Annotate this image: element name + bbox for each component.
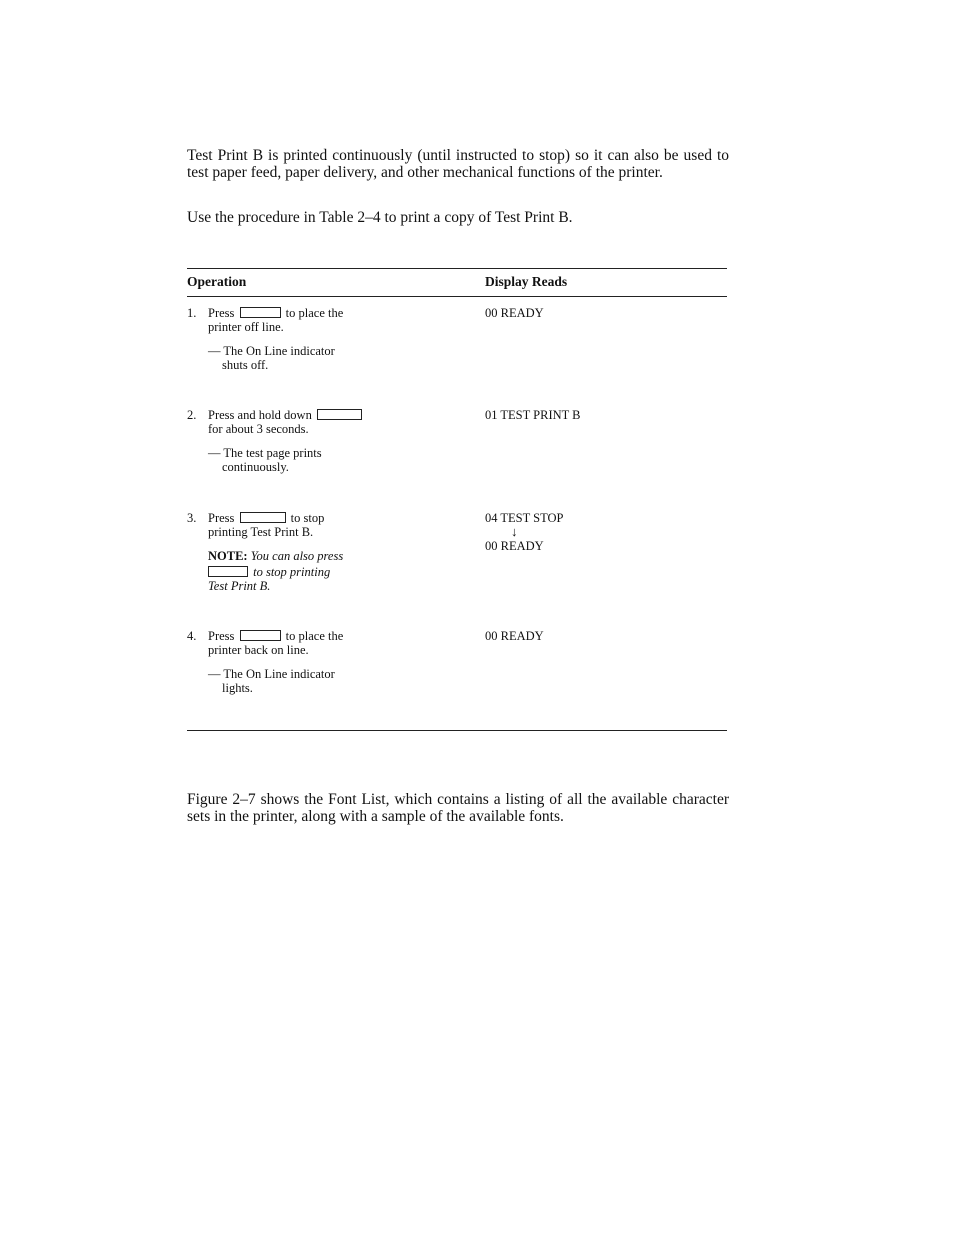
step-text: Press [208,629,235,643]
display-reads-step-4: 00 READY [485,629,544,643]
step-result: continuously. [222,460,289,474]
step-number: 3. [187,511,197,525]
step-text: printing Test Print B. [208,525,314,539]
online-key-icon [240,630,281,641]
test-key-icon [317,409,362,420]
step-text: Press [208,306,235,320]
step-result: shuts off. [222,358,269,372]
down-arrow-icon: ↓ [511,524,518,539]
display-reads-step-3-ready: 00 READY [485,539,544,553]
note-text: Test Print B. [208,579,271,593]
step-result: lights. [222,681,253,695]
outro-paragraph-font-list: Figure 2–7 shows the Font List, which contains a listing of all the available character sets in the printer, along with a sample of the available fonts. [187,791,729,825]
step-text: to place the [285,306,344,320]
display-reads-step-3-stop: 04 TEST STOP [485,511,564,525]
step-text: printer off line. [208,320,284,334]
intro-paragraph-procedure: Use the procedure in Table 2–4 to print a copy of Test Print B. [187,209,573,226]
step-text: printer back on line. [208,643,309,657]
step-note [187,549,468,563]
table-top-rule [187,268,727,269]
online-key-icon [240,307,281,318]
column-header-operation: Operation [187,274,247,289]
intro-paragraph-test-print-b: Test Print B is printed continuously (until instructed to stop) so it can also be used to test paper feed, paper delivery, and other mechanical functions of the printer. [187,147,729,181]
table-bottom-rule [187,730,727,731]
step-text: to stop [290,511,325,525]
step-text: Press [208,511,235,525]
step-text: Press and hold down [208,408,312,422]
step-result: — The On Line indicator [208,344,335,358]
note-text: You can also press [250,549,344,563]
step-text: for about 3 seconds. [208,422,309,436]
step-text: to place the [285,629,344,643]
note-text: to stop printing [253,565,331,579]
table-header-rule [187,296,727,297]
stop-key-icon [240,512,286,523]
step-number: 1. [187,306,197,320]
step-result: — The test page prints [208,446,322,460]
step-number: 4. [187,629,197,643]
display-reads-step-2: 01 TEST PRINT B [485,408,581,422]
step-number: 2. [187,408,197,422]
note-label: NOTE: [208,549,248,563]
column-header-display-reads: Display Reads [485,274,568,289]
alternate-key-icon [208,566,248,577]
display-reads-step-1: 00 READY [485,306,544,320]
step-result: — The On Line indicator [208,667,335,681]
